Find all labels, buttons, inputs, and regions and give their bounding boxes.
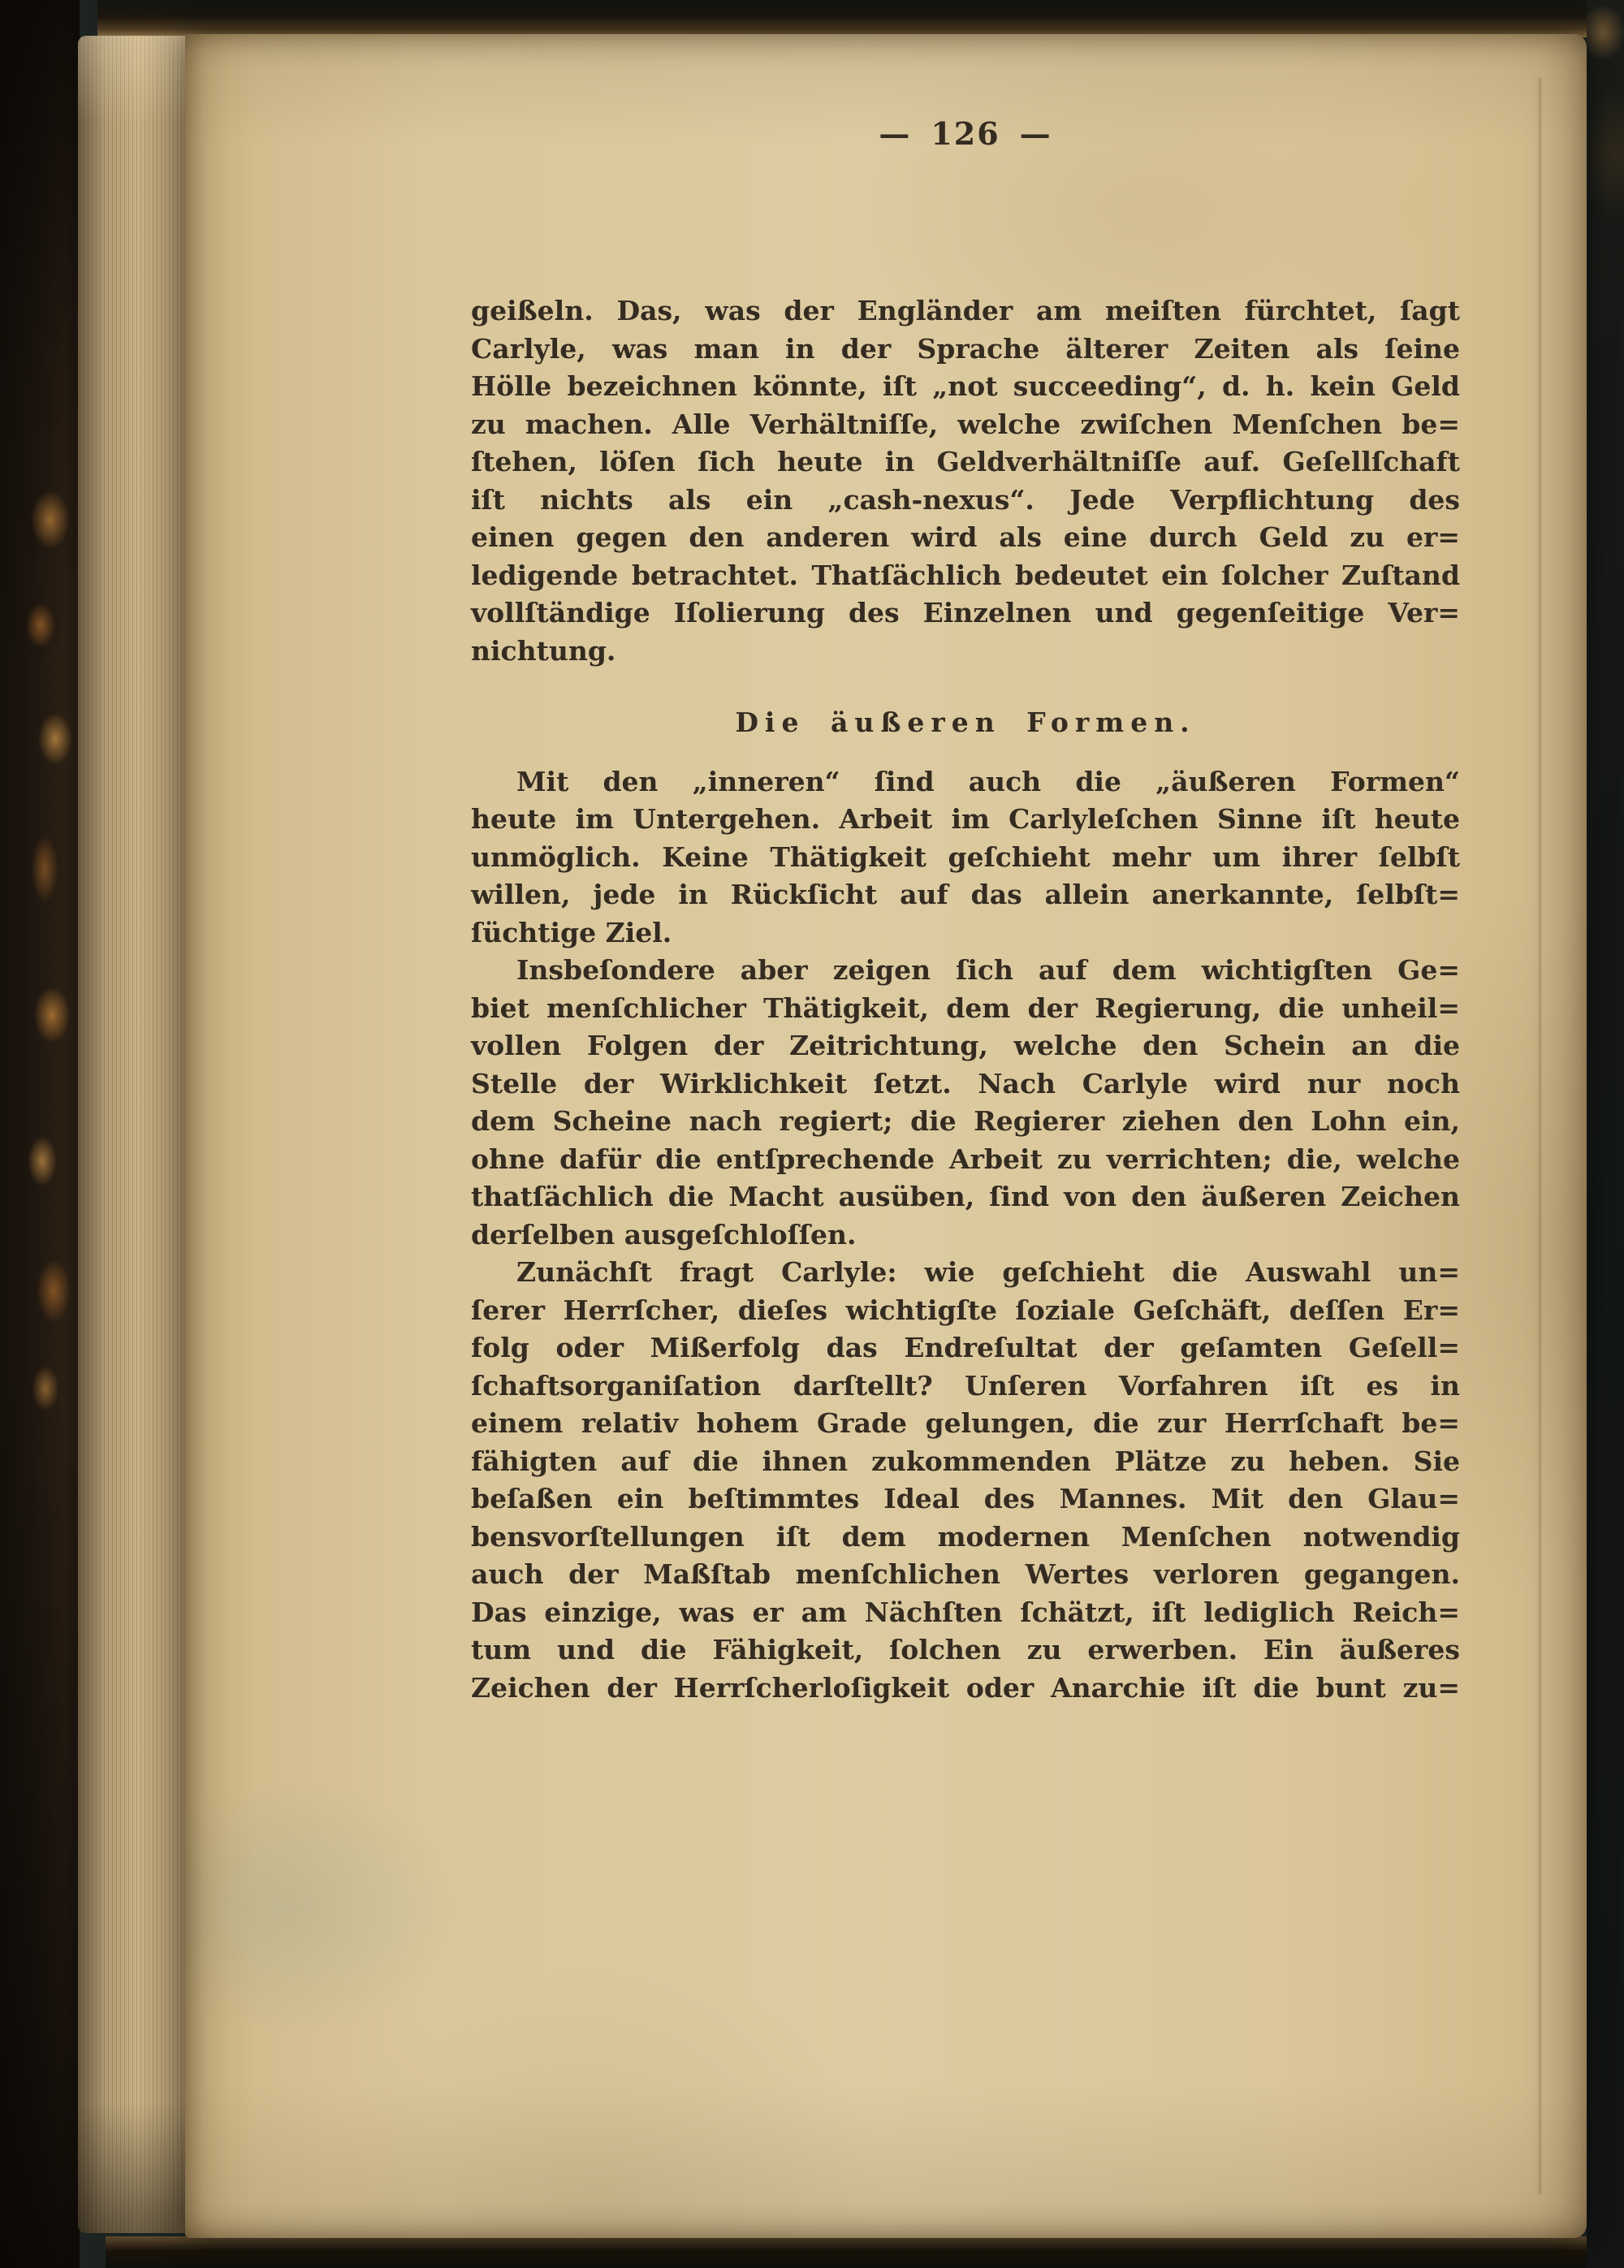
text-line: ohne dafür die entſprechende Arbeit zu verrichten; die, welche xyxy=(471,1143,1460,1175)
text-line: Stelle der Wirklichkeit ſetzt. Nach Carlyle wird nur noch xyxy=(471,1067,1460,1099)
text-line: ſchaftsorganiſation darſtellt? Unſeren Vorfahren iſt es in xyxy=(471,1369,1460,1402)
text-line: Carlyle, was man in der Sprache älterer Zeiten als ſeine xyxy=(471,332,1460,365)
text-line: beſaßen ein beſtimmtes Ideal des Mannes. Mit den Glau= xyxy=(471,1483,1460,1514)
page-number: 126 xyxy=(931,115,1000,152)
text-line: dem Scheine nach regiert; die Regierer ziehen den Lohn ein, xyxy=(471,1105,1460,1137)
text-line: einem relativ hohem Grade gelungen, die zur Herrſchaft be= xyxy=(471,1407,1460,1439)
text-line: heute im Untergehen. Arbeit im Carlyleſchen Sinne iſt heute xyxy=(471,803,1460,835)
book-right-edge xyxy=(1587,0,1624,2268)
text-line: tum und die Fähigkeit, ſolchen zu erwerben. Ein äußeres xyxy=(471,1634,1460,1665)
page-number-dash-left: — xyxy=(879,115,912,152)
text-line: ſüchtige Ziel. xyxy=(471,916,672,948)
paragraph xyxy=(471,1254,1460,1707)
text-line: derſelben ausgeſchloſſen. xyxy=(471,1218,857,1251)
text-line: ſtehen, löſen ſich heute in Geldverhältniſſe auf. Geſellſchaft xyxy=(471,446,1460,477)
book-page xyxy=(185,34,1587,2238)
text-line: ſerer Herrſcher, dieſes wichtigſte ſoziale Geſchäft, deſſen Er= xyxy=(471,1294,1460,1326)
text-line: Insbeſondere aber zeigen ſich auf dem wichtigſten Ge= xyxy=(516,954,1460,986)
page-curl-shadow xyxy=(1539,78,1541,2193)
text-line: auch der Maßſtab menſchlichen Wertes verloren gegangen. xyxy=(471,1558,1460,1590)
text-line: geißeln. Das, was der Engländer am meiſten fürchtet, ſagt xyxy=(471,295,1460,326)
text-line: Mit den „inneren“ ſind auch die „äußeren Formen“ xyxy=(516,765,1460,797)
paragraph xyxy=(471,952,1460,1254)
text-line: iſt nichts als ein „cash-nexus“. Jede Verpflichtung des xyxy=(471,483,1460,516)
page-number-dash-right: — xyxy=(1019,115,1052,152)
text-line: folg oder Mißerfolg das Endreſultat der geſamten Geſell= xyxy=(471,1332,1460,1363)
text-line: bensvorſtellungen iſt dem modernen Menſchen notwendig xyxy=(471,1520,1460,1553)
book-bottom-edge xyxy=(106,2236,1587,2268)
text-line: vollſtändige Iſolierung des Einzelnen und gegenſeitige Ver= xyxy=(471,597,1460,629)
text-line: Zunächſt fragt Carlyle: wie geſchieht die Auswahl un= xyxy=(516,1256,1460,1288)
text-line: biet menſchlicher Thätigkeit, dem der Regierung, die unheil= xyxy=(471,991,1460,1024)
page-header xyxy=(471,115,1460,152)
text-line: willen, jede in Rückſicht auf das allein anerkannte, ſelbſt= xyxy=(471,879,1460,910)
text-line: nichtung. xyxy=(471,634,616,667)
text-line: thatſächlich die Macht ausüben, ſind von den äußeren Zeichen xyxy=(471,1181,1460,1212)
text-line: Das einzige, was er am Nächſten ſchätzt, iſt lediglich Reich= xyxy=(471,1596,1460,1628)
section-heading: Die äußeren Formen. xyxy=(735,706,1196,738)
text-line: unmöglich. Keine Thätigkeit geſchieht mehr um ihrer ſelbſt xyxy=(471,840,1460,873)
paragraph xyxy=(471,763,1460,953)
page-text xyxy=(471,292,1460,1707)
text-line: Zeichen der Herrſcherloſigkeit oder Anarchie iſt die bunt zu= xyxy=(471,1671,1460,1704)
paragraph xyxy=(471,292,1460,670)
book-spine xyxy=(0,0,80,2268)
page-edges-stack xyxy=(78,36,187,2233)
book-top-edge xyxy=(97,0,1592,37)
text-line: vollen Folgen der Zeitrichtung, welche den Schein an die xyxy=(471,1030,1460,1061)
text-line: fähigten auf die ihnen zukommenden Plätze zu heben. Sie xyxy=(471,1445,1460,1477)
text-line: Hölle bezeichnen könnte, iſt „not succeeding“, d. h. kein Geld xyxy=(471,370,1460,402)
text-line: ledigende betrachtet. Thatſächlich bedeutet ein ſolcher Zuſtand xyxy=(471,559,1460,591)
text-line: zu machen. Alle Verhältniſſe, welche zwiſchen Menſchen be= xyxy=(471,408,1460,440)
text-line: einen gegen den anderen wird als eine durch Geld zu er= xyxy=(471,521,1460,553)
